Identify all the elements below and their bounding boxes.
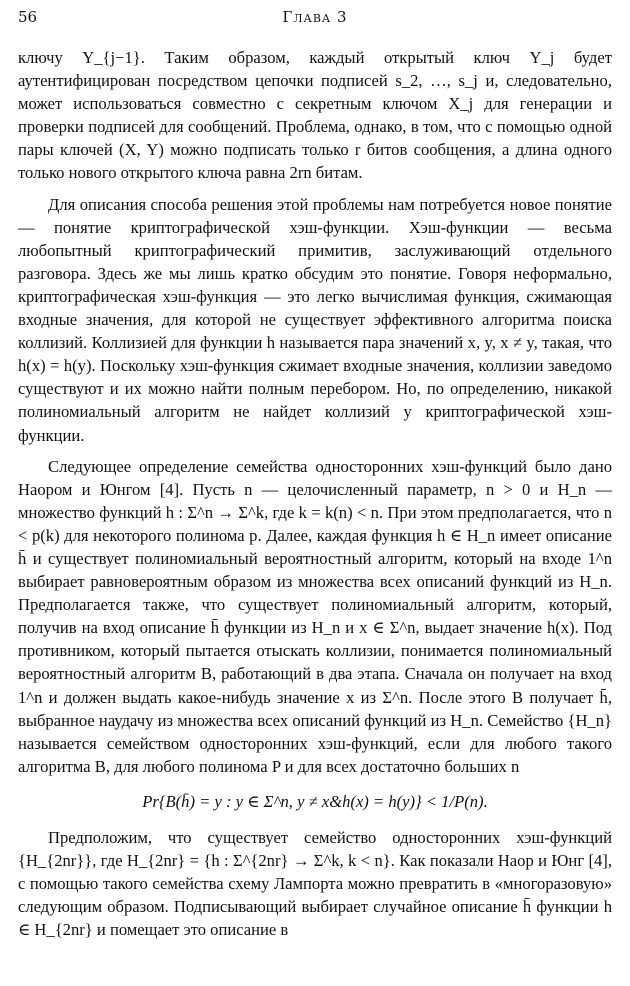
formula: Pr{B(h̄) = y : y ∈ Σ^n, y ≠ x&h(x) = h(y)} < 1/P(n). xyxy=(142,791,488,811)
page-header xyxy=(18,4,612,30)
body-text xyxy=(18,46,612,941)
paragraph-4: Предположим, что существует семейство односторонних хэш-функций {H_{2nr}}, где H_{2nr} = {h : Σ^{2nr} → Σ^k, k < n}. Как показали Наор и Юнг [4], с помощью такого семейства схему Лампорта можно превратить в «многоразовую» следующим образом. Подписывающий выбирает случайное описание h̄ функции h ∈ H_{2nr} и помещает это описание в xyxy=(18,828,612,940)
paragraph-2: Для описания способа решения этой проблемы нам потребуется новое понятие — понятие криптографической хэш-функции. Хэш-функции — весьма любопытный криптографический примитив, заслуживающий отдельного разговора. Здесь же мы лишь кратко обсудим это понятие. Говоря неформально, криптографическая хэш-функция — это легко вычислимая функция, сжимающая входные значения, для которой не существует эффективного алгоритма поиска коллизий. Коллизией для функции h называется пара значений x, y, x ≠ y, такая, что h(x) = h(y). Поскольку хэш-функция сжимает входные значения, коллизии заведомо существуют и их можно найти полным перебором. Но, по определению, никакой полиномиальный алгоритм не найдет коллизий у криптографической хэш-функции. xyxy=(18,194,612,445)
page-number: 56 xyxy=(18,8,38,26)
paragraph-3: Следующее определение семейства односторонних хэш-функций было дано Наором и Юнгом [4]. Пусть n — целочисленный параметр, n > 0 и H_n — множество функций h : Σ^n → Σ^k, где k = k(n) < n. При этом предполагается, что n < p(k) для некоторого полинома p. Далее, каждая функция h ∈ H_n имеет описание h̄ и существует полиномиальный вероятностный алгоритм, который на входе 1^n выбирает равновероятным образом из множества всех описаний функций из H_n. Предполагается также, что существует полиномиальный алгоритм, который, получив на вход описание h̄ функции из H_n и x ∈ Σ^n, выдает значение h(x). Под противником, который пытается отыскать коллизии, понимается полиномиальный вероятностный алгоритм B, работающий в два этапа. Сначала он получает на вход 1^n и должен выдать какое-нибудь значение x из Σ^n. После этого B получает h̄, выбранное наудачу из множества всех описаний функций из H_n. Семейство {H_n} называется семейством односторонних хэш-функций, если для любого такого алгоритма B, для любого полинома P и для всех достаточно больших n xyxy=(18,456,612,776)
paragraph-1: ключу Y_{j−1}. Таким образом, каждый открытый ключ Y_j будет аутентифицирован посредством цепочки подписей s_2, …, s_j и, следовательно, может использоваться совместно с секретным ключом X_j для генерации и проверки подписей для сообщений. Проблема, однако, в том, что с помощью одной пары ключей (X, Y) можно подписать только r битов сообщения, а длина одного только нового открытого ключа равна 2rn битам. xyxy=(18,48,612,183)
chapter-title: Глава 3 xyxy=(282,8,348,26)
